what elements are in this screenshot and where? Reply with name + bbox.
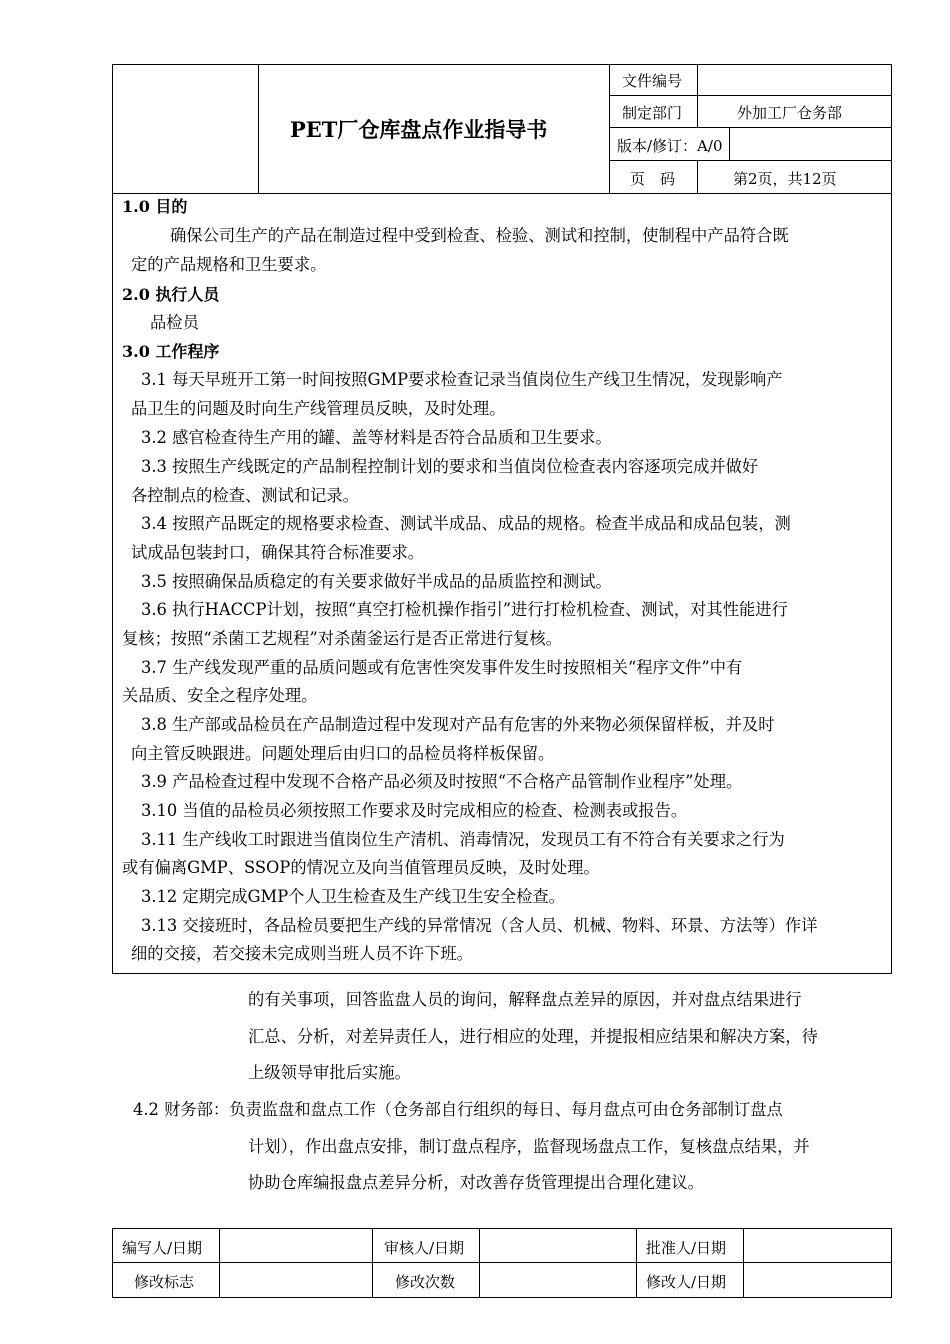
revision-count-label: 修改次数 [395, 1273, 456, 1291]
procedure-line: 或有偏离GMP、SSOP的情况立及向当值管理员反映，及时处理。 [122, 858, 600, 877]
document-title: PET厂仓库盘点作业指导书 [290, 117, 548, 142]
continuation-line: 协助仓库编报盘点差异分析，对改善存货管理提出合理化建议。 [248, 1173, 704, 1192]
continuation-line: 计划），作出盘点安排，制订盘点程序，监督现场盘点工作，复核盘点结果，并 [248, 1137, 810, 1156]
approver-date-label: 批准人/日期 [646, 1239, 727, 1257]
page-value: 第2页，共12页 [733, 170, 837, 188]
procedure-line: 向主管反映跟进。问题处理后由归口的品检员将样板保留。 [131, 744, 555, 763]
procedure-line: 3.9 产品检查过程中发现不合格产品必须及时按照“不合格产品管制作业程序”处理。 [141, 772, 743, 791]
procedure-line: 3.5 按照确保品质稳定的有关要求做好半成品的品质监控和测试。 [141, 572, 612, 591]
section-heading-procedure: 3.0 工作程序 [122, 342, 220, 361]
procedure-line: 3.10 当值的品检员必须按照工作要求及时完成相应的检查、检测表或报告。 [141, 801, 688, 820]
version-label: 版本/修订：A/0 [617, 137, 723, 155]
purpose-text: 确保公司生产的产品在制造过程中受到检查、检验、测试和控制，使制程中产品符合既 [170, 226, 789, 245]
procedure-line: 复核；按照“杀菌工艺规程”对杀菌釜运行是否正常进行复核。 [122, 629, 562, 648]
procedure-line: 3.8 生产部或品检员在产品制造过程中发现对产品有危害的外来物必须保留样板，并及时 [141, 715, 775, 734]
author-date-label: 编写人/日期 [122, 1239, 203, 1257]
procedure-line: 试成品包装封口，确保其符合标准要求。 [131, 543, 425, 562]
procedure-line: 3.6 执行HACCP计划，按照“真空打检机操作指引”进行打检机检查、测试，对其性能进行 [141, 600, 788, 619]
procedure-line: 品卫生的问题及时向生产线管理员反映，及时处理。 [131, 399, 506, 418]
personnel-text: 品检员 [150, 313, 199, 332]
revision-mark-label: 修改标志 [134, 1273, 195, 1291]
procedure-line: 各控制点的检查、测试和记录。 [131, 486, 359, 505]
procedure-line: 3.3 按照生产线既定的产品制程控制计划的要求和当值岗位检查表内容逐项完成并做好 [141, 457, 759, 476]
continuation-line: 的有关事项，回答监盘人员的询问，解释盘点差异的原因，并对盘点结果进行 [248, 990, 802, 1009]
procedure-line: 3.13 交接班时，各品检员要把生产线的异常情况（含人员、机械、物料、环景、方法等）作详 [141, 916, 818, 935]
procedure-line: 3.12 定期完成GMP个人卫生检查及生产线卫生安全检查。 [141, 887, 565, 906]
department-label: 制定部门 [622, 104, 683, 122]
procedure-line: 3.11 生产线收工时跟进当值岗位生产清机、消毒情况，发现员工有不符合有关要求之行为 [141, 830, 785, 849]
purpose-text: 定的产品规格和卫生要求。 [131, 255, 327, 274]
section-heading-personnel: 2.0 执行人员 [122, 285, 220, 304]
procedure-line: 3.4 按照产品既定的规格要求检查、测试半成品、成品的规格。检查半成品和成品包装，测 [141, 514, 791, 533]
modifier-date-label: 修改人/日期 [646, 1273, 727, 1291]
procedure-line: 3.2 感官检查待生产用的罐、盖等材料是否符合品质和卫生要求。 [141, 428, 612, 447]
continuation-line: 4.2 财务部：负责监盘和盘点工作（仓务部自行组织的每日、每月盘点可由仓务部制订盘点 [133, 1100, 783, 1119]
page-label: 页 码 [630, 170, 676, 188]
continuation-line: 汇总、分析，对差异责任人，进行相应的处理，并提报相应结果和解决方案，待 [248, 1027, 818, 1046]
procedure-line: 关品质、安全之程序处理。 [122, 686, 318, 705]
procedure-line: 3.1 每天早班开工第一时间按照GMP要求检查记录当值岗位生产线卫生情况，发现影响产 [141, 370, 783, 389]
file-number-label: 文件编号 [622, 72, 683, 90]
reviewer-date-label: 审核人/日期 [384, 1239, 465, 1257]
procedure-line: 细的交接，若交接未完成则当班人员不许下班。 [131, 944, 473, 963]
department-value: 外加工厂仓务部 [737, 104, 843, 122]
continuation-line: 上级领导审批后实施。 [248, 1063, 411, 1082]
procedure-line: 3.7 生产线发现严重的品质问题或有危害性突发事件发生时按照相关“程序文件”中有 [141, 658, 743, 677]
section-heading-purpose: 1.0 目的 [122, 197, 188, 216]
